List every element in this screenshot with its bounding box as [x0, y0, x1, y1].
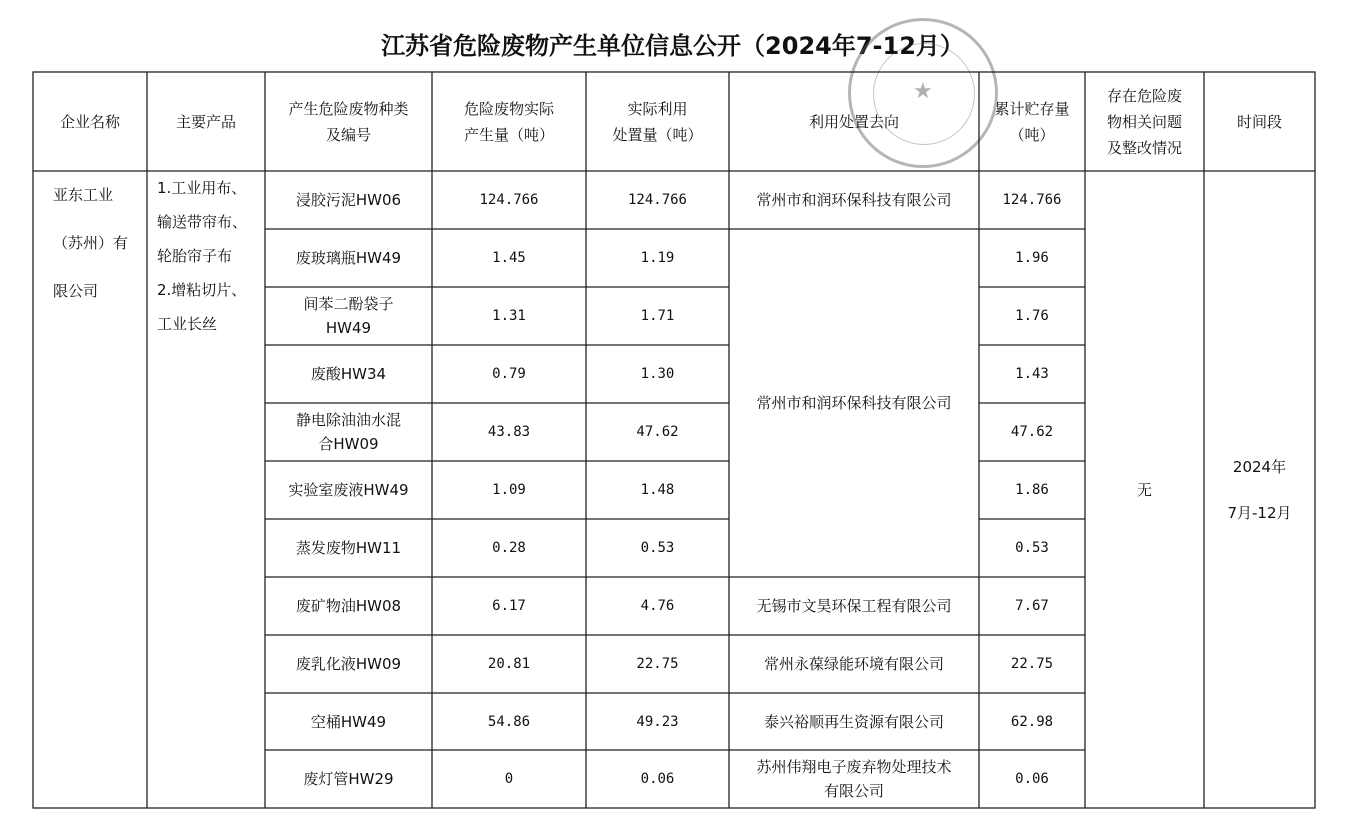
header-produced-line2: 产生量（吨） [463, 125, 554, 144]
stored-cell [979, 229, 1085, 287]
produced-value: 0.28 [492, 540, 526, 556]
destination-text: 常州市和润环保科技有限公司 [756, 191, 952, 209]
header-used-line2: 处置量（吨） [612, 125, 703, 144]
header-products-label: 主要产品 [175, 112, 236, 131]
header-issues-line1: 存在危险废 [1106, 86, 1182, 105]
produced-cell [432, 577, 586, 635]
waste-cell [265, 287, 432, 345]
waste-type-text: 蒸发废物HW11 [295, 539, 402, 557]
stored-cell [979, 519, 1085, 577]
header-period [1204, 72, 1315, 171]
header-stored [979, 72, 1085, 171]
used-value: 1.71 [640, 308, 675, 324]
stored-value: 1.96 [1015, 250, 1049, 266]
used-value: 0.53 [640, 540, 675, 556]
stored-value: 1.86 [1015, 482, 1049, 498]
stored-value: 7.67 [1015, 598, 1049, 614]
produced-cell [432, 635, 586, 693]
used-cell [586, 461, 729, 519]
produced-value: 0 [504, 771, 514, 787]
header-products [147, 72, 265, 171]
stored-cell [979, 403, 1085, 461]
waste-cell [265, 750, 432, 808]
stored-cell [979, 287, 1085, 345]
destination-cell [729, 750, 979, 808]
company-name-line: 限公司 [53, 282, 99, 300]
header-company [33, 72, 147, 171]
waste-type-text: 实验室废液HW49 [288, 481, 409, 499]
produced-cell [432, 403, 586, 461]
used-value: 22.75 [636, 656, 679, 672]
header-produced [432, 72, 586, 171]
produced-value: 6.17 [492, 598, 526, 614]
waste-type-text: 间苯二酚袋子 [303, 295, 394, 313]
produced-value: 0.79 [492, 366, 526, 382]
used-cell [586, 519, 729, 577]
company-name-line: （苏州）有 [53, 234, 129, 252]
produced-value: 20.81 [487, 656, 531, 672]
stored-value: 62.98 [1010, 713, 1054, 730]
waste-type-text: 空桶HW49 [310, 712, 387, 731]
stored-value: 124.766 [1002, 192, 1062, 208]
seal-star-icon: ★ [913, 79, 933, 104]
destination-cell [729, 693, 979, 750]
waste-type-text: 废矿物油HW08 [295, 597, 402, 615]
destination-text: 常州永葆绿能环境有限公司 [763, 655, 944, 673]
used-cell [586, 171, 729, 229]
used-value: 4.76 [640, 598, 675, 614]
destination-cell [729, 577, 979, 635]
destination-text: 泰兴裕顺再生资源有限公司 [763, 712, 944, 731]
product-line: 输送带帘布、 [157, 213, 248, 231]
waste-cell [265, 229, 432, 287]
header-destination-label: 利用处置去向 [808, 112, 899, 131]
header-waste-type [265, 72, 432, 171]
waste-type-text: 浸胶污泥HW06 [295, 191, 402, 209]
stored-cell [979, 345, 1085, 403]
header-issues-line2: 物相关问题 [1106, 112, 1182, 131]
used-cell [586, 287, 729, 345]
produced-value: 124.766 [479, 192, 539, 208]
destination-cell [729, 171, 979, 229]
produced-cell [432, 287, 586, 345]
used-value: 47.62 [636, 424, 679, 440]
destination-text: 常州市和润环保科技有限公司 [756, 394, 952, 412]
produced-cell [432, 461, 586, 519]
produced-cell [432, 345, 586, 403]
waste-type-text: 废玻璃瓶HW49 [295, 249, 402, 267]
header-used-line1: 实际利用 [627, 99, 688, 118]
produced-cell [432, 519, 586, 577]
used-value: 1.30 [640, 366, 675, 382]
header-issues [1085, 72, 1204, 171]
period-line: 7月-12月 [1227, 503, 1292, 522]
used-cell [586, 229, 729, 287]
used-cell [586, 750, 729, 808]
waste-cell [265, 577, 432, 635]
used-cell [586, 345, 729, 403]
stored-cell [979, 171, 1085, 229]
stored-cell [979, 693, 1085, 750]
header-company-label: 企业名称 [59, 112, 120, 131]
waste-cell [265, 693, 432, 750]
waste-type-text: HW49 [325, 319, 372, 337]
header-waste-type-line1: 产生危险废物种类 [288, 99, 409, 118]
waste-type-text: 合HW09 [318, 435, 379, 453]
stored-value: 1.43 [1015, 366, 1049, 382]
issues-text: 无 [1136, 480, 1152, 499]
header-produced-line1: 危险废物实际 [463, 99, 554, 118]
company-name-cell [33, 171, 147, 808]
stored-value: 22.75 [1010, 656, 1054, 672]
header-issues-line3: 及整改情况 [1106, 138, 1182, 157]
product-line: 轮胎帘子布 [157, 247, 233, 265]
destination-text: 有限公司 [823, 782, 884, 800]
stored-cell [979, 635, 1085, 693]
product-line: 工业长丝 [157, 315, 218, 333]
produced-cell [432, 750, 586, 808]
stored-value: 0.53 [1015, 540, 1049, 556]
header-used [586, 72, 729, 171]
produced-value: 1.45 [492, 250, 526, 266]
waste-cell [265, 461, 432, 519]
produced-cell [432, 693, 586, 750]
waste-cell [265, 519, 432, 577]
stored-value: 47.62 [1010, 424, 1054, 440]
produced-cell [432, 171, 586, 229]
waste-cell [265, 403, 432, 461]
produced-value: 1.09 [492, 482, 526, 498]
used-value: 124.766 [627, 192, 687, 208]
waste-type-text: 静电除油油水混 [295, 411, 401, 429]
destination-text: 苏州伟翔电子废弃物处理技术 [756, 758, 952, 776]
used-value: 1.19 [640, 250, 675, 266]
waste-cell [265, 345, 432, 403]
header-stored-line2: （吨） [1009, 125, 1055, 144]
stored-cell [979, 577, 1085, 635]
stored-cell [979, 750, 1085, 808]
used-cell [586, 693, 729, 750]
produced-cell [432, 229, 586, 287]
waste-cell [265, 635, 432, 693]
stored-value: 0.06 [1015, 771, 1049, 787]
destination-cell [729, 635, 979, 693]
company-name-line: 亚东工业 [53, 186, 114, 204]
product-line: 2.增粘切片、 [157, 281, 247, 299]
product-line: 1.工业用布、 [157, 179, 247, 197]
used-value: 1.48 [640, 482, 675, 498]
produced-value: 1.31 [492, 308, 526, 324]
used-cell [586, 577, 729, 635]
used-cell [586, 635, 729, 693]
page-title: 江苏省危险废物产生单位信息公开（2024年7-12月） [381, 32, 964, 60]
produced-value: 43.83 [487, 424, 531, 440]
waste-type-text: 废酸HW34 [310, 365, 387, 383]
produced-value: 54.86 [487, 713, 531, 730]
header-waste-type-line2: 及编号 [325, 125, 371, 144]
destination-cell-merged [729, 229, 979, 577]
stored-cell [979, 461, 1085, 519]
destination-text: 无锡市文昊环保工程有限公司 [756, 597, 952, 615]
used-cell [586, 403, 729, 461]
used-value: 49.23 [636, 713, 679, 730]
used-value: 0.06 [640, 771, 675, 787]
waste-cell [265, 171, 432, 229]
issues-cell [1085, 171, 1204, 808]
waste-type-text: 废灯管HW29 [303, 770, 394, 788]
header-stored-line1: 累计贮存量 [994, 99, 1070, 118]
products-cell [147, 171, 265, 808]
header-period-label: 时间段 [1236, 112, 1282, 131]
stored-value: 1.76 [1015, 308, 1049, 324]
header-destination [729, 72, 979, 171]
period-cell [1204, 171, 1315, 808]
period-line: 2024年 [1232, 457, 1287, 476]
waste-type-text: 废乳化液HW09 [295, 655, 402, 673]
